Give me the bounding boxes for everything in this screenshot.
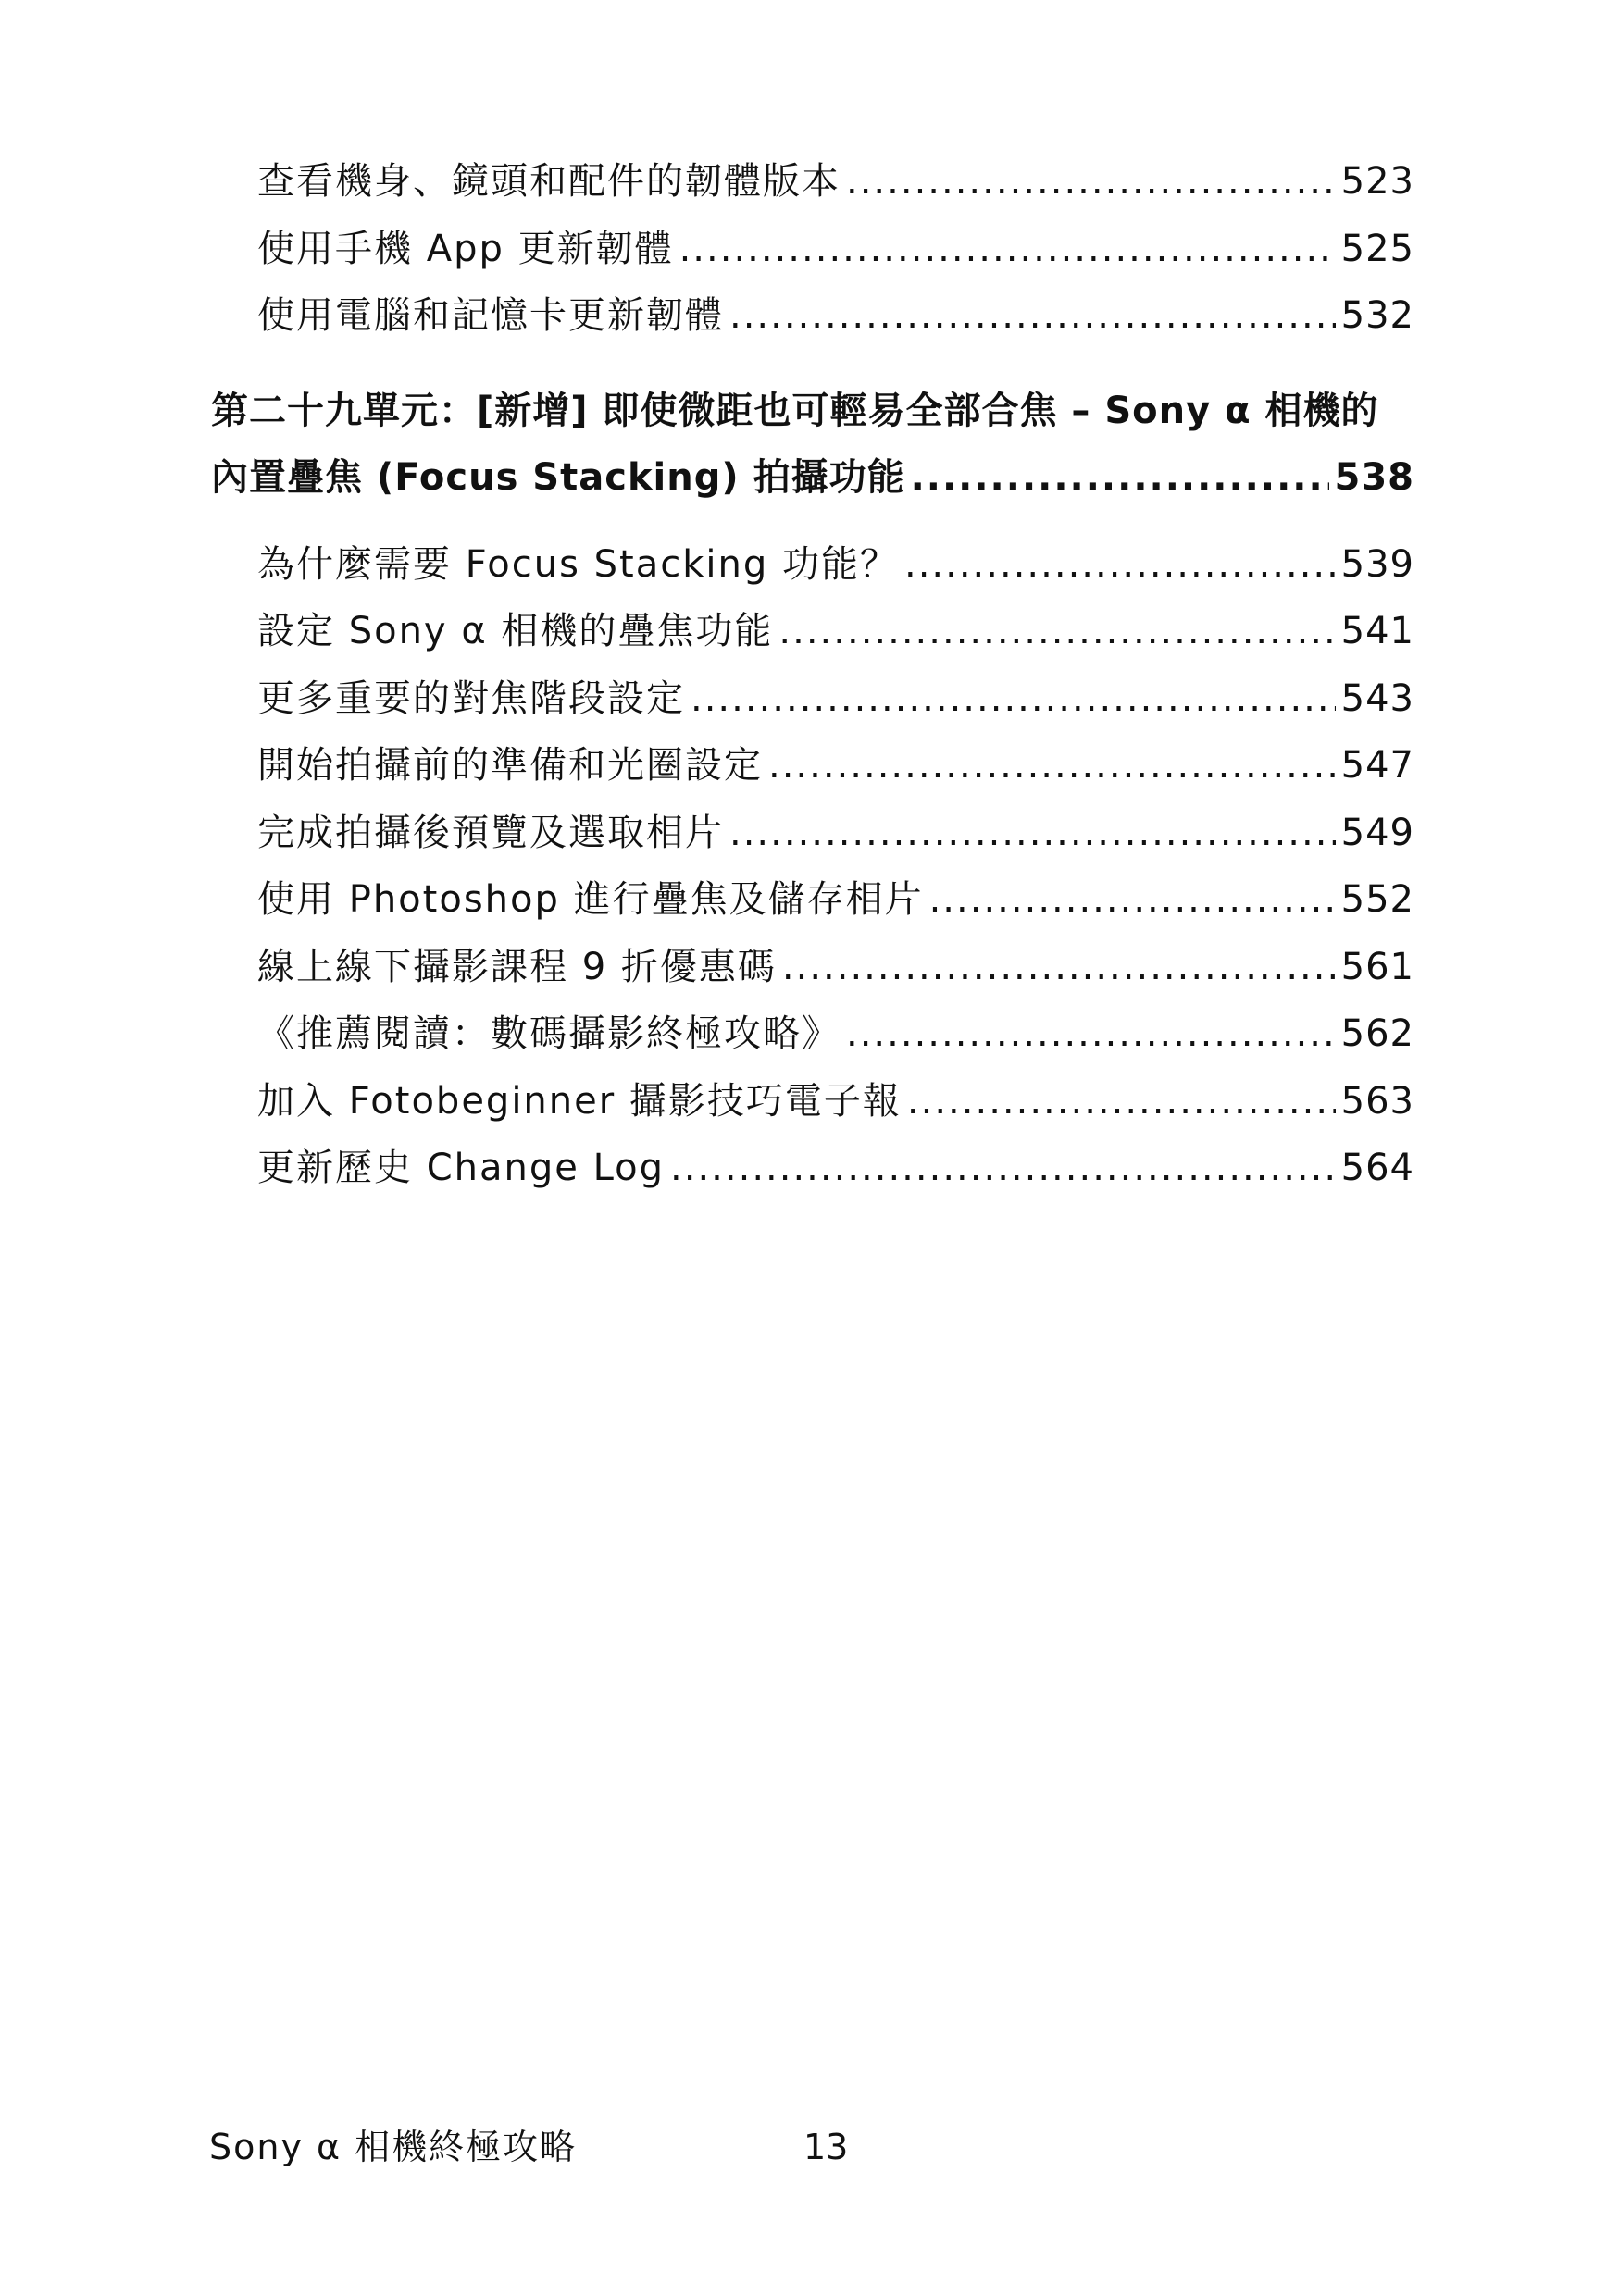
toc-entry-page: 523 <box>1340 160 1414 203</box>
dot-leader <box>670 1135 1336 1202</box>
toc-entry[interactable] <box>257 148 1414 216</box>
toc-entry-page: 552 <box>1340 878 1414 921</box>
toc-entry-page: 563 <box>1340 1079 1414 1123</box>
dot-leader <box>846 148 1336 216</box>
toc-entry[interactable] <box>257 732 1414 800</box>
toc-entry[interactable] <box>257 1068 1414 1136</box>
footer-page-number: 13 <box>803 2127 849 2167</box>
toc-entry[interactable] <box>257 665 1414 733</box>
toc-entry-title: 使用手機 App 更新韌體 <box>257 227 674 270</box>
toc-entry[interactable] <box>257 1000 1414 1068</box>
toc-entry-page: 532 <box>1340 294 1414 337</box>
dot-leader <box>778 598 1335 665</box>
toc-entry-title: 更新歷史 Change Log <box>257 1147 666 1189</box>
toc-entry-page: 549 <box>1340 811 1414 854</box>
chapter-title-line-1: 第二十九單元：[新增] 即使微距也可輕易全部合焦 – Sony α 相機的 <box>211 389 1379 432</box>
toc-entry-title: 開始拍攝前的準備和光圈設定 <box>257 744 763 787</box>
toc-entry-page: 561 <box>1340 945 1414 988</box>
dot-leader <box>907 1068 1336 1136</box>
dot-leader <box>729 800 1336 867</box>
dot-leader <box>691 665 1336 733</box>
toc-entry-title: 設定 Sony α 相機的疊焦功能 <box>257 610 774 652</box>
toc-entry-title: 為什麼需要 Focus Stacking 功能？ <box>257 542 899 586</box>
toc-entry[interactable] <box>257 800 1414 867</box>
toc-entry-title: 線上線下攝影課程 9 折優惠碼 <box>257 945 777 988</box>
toc-entry[interactable] <box>257 598 1414 665</box>
footer-book-title: Sony α 相機終極攻略 <box>209 2127 578 2167</box>
table-of-contents <box>211 148 1414 1202</box>
chapter-title-line-2: 內置疊焦 (Focus Stacking) 拍攝功能 <box>211 455 905 499</box>
toc-entry-page: 525 <box>1340 227 1414 270</box>
toc-entry[interactable] <box>257 934 1414 1001</box>
toc-entry-title: 完成拍攝後預覽及選取相片 <box>257 811 724 854</box>
toc-entry[interactable] <box>257 866 1414 934</box>
toc-entry-title: 更多重要的對焦階段設定 <box>257 676 685 720</box>
dot-leader <box>679 216 1336 283</box>
toc-entry-page: 547 <box>1340 744 1414 787</box>
dot-leader <box>846 1000 1336 1068</box>
toc-chapter-entry[interactable] <box>211 378 1414 511</box>
dot-leader <box>904 531 1336 599</box>
toc-entry-page: 541 <box>1340 610 1414 652</box>
toc-entry-page: 562 <box>1340 1012 1414 1055</box>
toc-entry-title: 《推薦閱讀：數碼攝影終極攻略》 <box>257 1012 841 1055</box>
chapter-page: 538 <box>1334 455 1414 499</box>
dot-leader <box>729 282 1336 350</box>
chapter-title-row <box>211 444 1414 511</box>
dot-leader <box>768 732 1336 800</box>
dot-leader <box>911 444 1329 511</box>
toc-entry-title: 使用電腦和記憶卡更新韌體 <box>257 294 724 337</box>
toc-entry-title: 查看機身、鏡頭和配件的韌體版本 <box>257 160 841 203</box>
dot-leader <box>782 934 1336 1001</box>
toc-entry-page: 564 <box>1340 1147 1414 1189</box>
toc-entry-page: 539 <box>1340 542 1414 586</box>
toc-entry[interactable] <box>257 282 1414 350</box>
toc-entry-title: 加入 Fotobeginner 攝影技巧電子報 <box>257 1079 902 1123</box>
toc-entry[interactable] <box>257 531 1414 599</box>
toc-entry[interactable] <box>257 216 1414 283</box>
toc-entry-page: 543 <box>1340 676 1414 720</box>
dot-leader <box>929 866 1336 934</box>
toc-entry-title: 使用 Photoshop 進行疊焦及儲存相片 <box>257 878 924 921</box>
toc-entry[interactable] <box>257 1135 1414 1202</box>
